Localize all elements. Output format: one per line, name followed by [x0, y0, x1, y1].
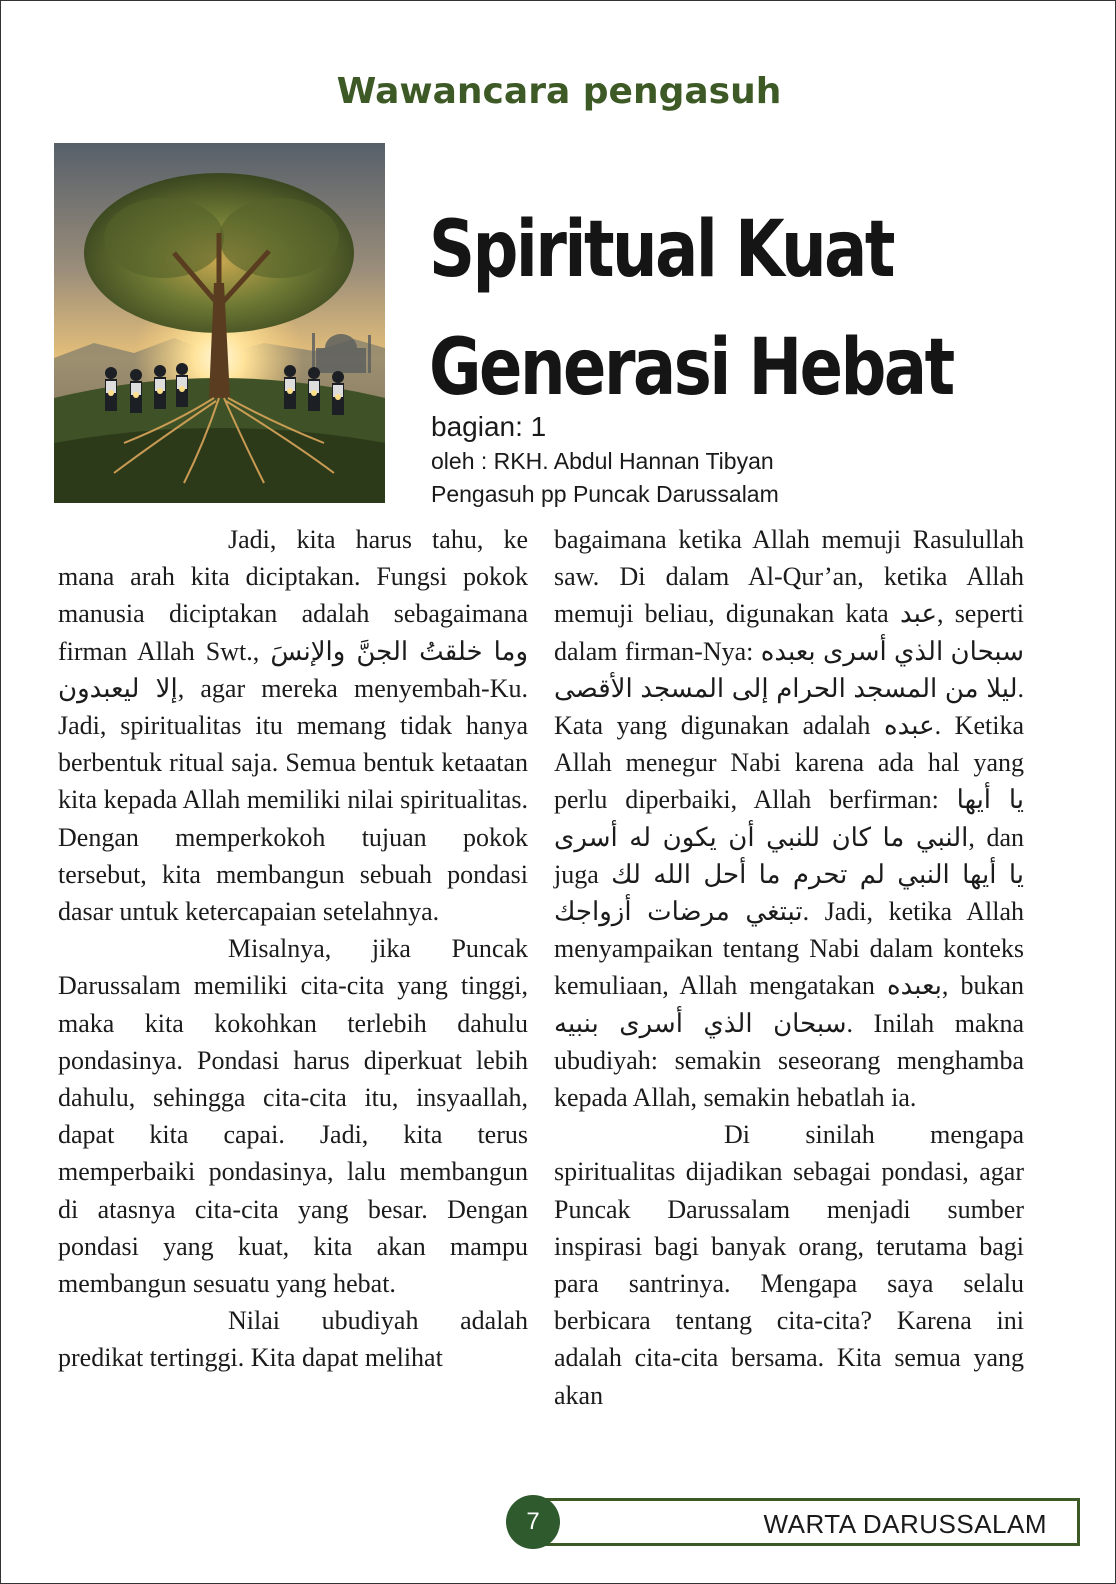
- paragraph: bagaimana ketika Allah memuji Rasulullah saw. Di dalam Al-Qur’an, ketika Allah memuji beliau, digunakan kata عبد, seperti dalam firman-Nya: سبحان الذي أسرى بعبده ليلا من المسجد الحرام إلى المسجد الأقصى. Kata yang digunakan adalah عبده. Ketika Allah menegur Nabi karena ada hal yang perlu diperbaiki, Allah berfirman: يا أيها النبي ما كان للنبي أن يكون له أسرى, dan juga يا أيها النبي لم تحرم ما أحل الله لك تبتغي مرضات أزواجك. Jadi, ketika Allah menyampaikan tentang Nabi dalam konteks kemuliaan, Allah mengatakan بعبده, bukan سبحان الذي أسرى بنبيه. Inilah makna ubudiyah: semakin seseorang menghamba kepada Allah, semakin hebatlah ia.: [554, 525, 1024, 1113]
- author-role: Pengasuh pp Puncak Darussalam: [431, 481, 779, 507]
- right-column: [554, 521, 1024, 1414]
- section-title: Wawancara pengasuh: [336, 71, 782, 112]
- headline-line-2: Generasi Hebat: [429, 323, 953, 413]
- footer-bar: [534, 1498, 1080, 1546]
- left-column: [58, 521, 528, 1377]
- publication-name: WARTA DARUSSALAM: [763, 1509, 1047, 1539]
- paragraph: Di sinilah mengapa spiritualitas dijadikan sebagai pondasi, agar Puncak Darussalam menjadi sumber inspirasi bagi banyak orang, terutama bagi para santrinya. Mengapa saya selalu berbicara tentang cita-cita? Karena ini adalah cita-cita bersama. Kita semua yang akan: [554, 1120, 1024, 1410]
- paragraph: Misalnya, jika Puncak Darussalam memiliki cita-cita yang tinggi, maka kita kokohkan terlebih dahulu pondasinya. Pondasi harus diperkuat lebih dahulu, sehingga cita-cita itu, insyaallah, dapat kita capai. Jadi, kita terus memperbaiki pondasinya, lalu membangun di atasnya cita-cita yang besar. Dengan pondasi yang kuat, kita akan mampu membangun sesuatu yang hebat.: [58, 934, 528, 1299]
- article-part: bagian: 1: [431, 411, 547, 442]
- hero-illustration: [54, 143, 385, 503]
- paragraph: Jadi, kita harus tahu, ke mana arah kita diciptakan. Fungsi pokok manusia diciptakan adalah sebagaimana firman Allah Swt., وما خلقتُ الجنَّ والإنسَ إلا ليعبدون, agar mereka menyembah-Ku. Jadi, spiritualitas itu memang tidak hanya berbentuk ritual saja. Semua bentuk ketaatan kita kepada Allah memiliki nilai spiritualitas. Dengan memperkokoh tujuan pokok tersebut, kita membangun sebuah pondasi dasar untuk ketercapaian setelahnya.: [58, 525, 529, 927]
- article-headline: [429, 191, 962, 427]
- paragraph: Nilai ubudiyah adalah predikat tertinggi. Kita dapat melihat: [58, 1306, 528, 1373]
- headline-line-1: Spiritual Kuat: [429, 205, 893, 295]
- article-author: oleh : RKH. Abdul Hannan Tibyan: [431, 448, 774, 474]
- page-number: 7: [506, 1495, 560, 1549]
